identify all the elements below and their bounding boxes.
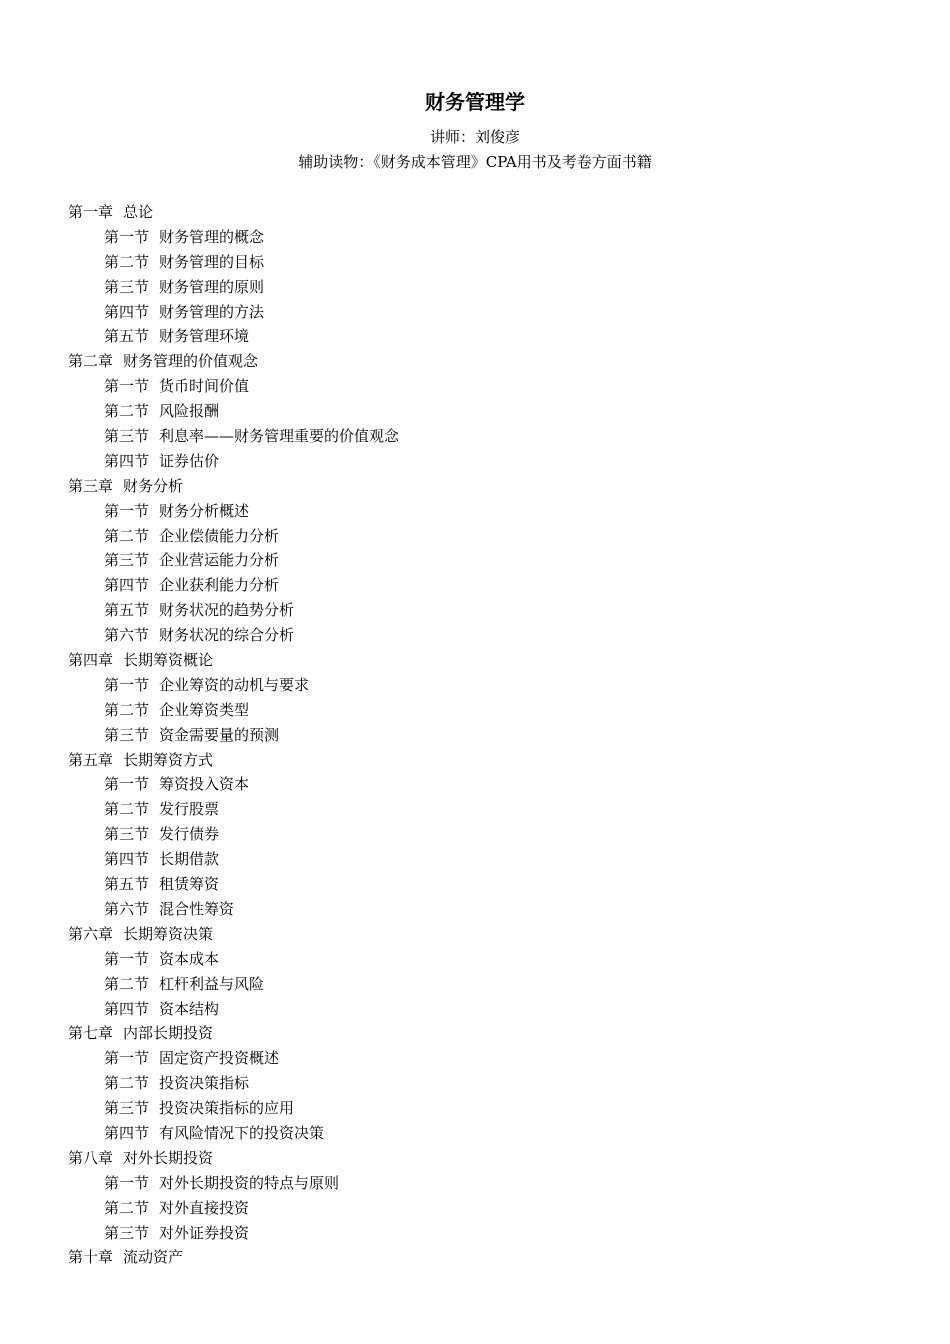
section-title: 资本成本 (159, 949, 220, 968)
section-item (68, 872, 888, 897)
section-title: 对外长期投资的特点与原则 (159, 1173, 340, 1192)
section-title: 固定资产投资概述 (159, 1049, 280, 1068)
chapter-title: 长期筹资决策 (123, 924, 214, 943)
section-item (68, 399, 888, 424)
chapter-title: 长期筹资方式 (123, 750, 214, 769)
section-number: 第四节 (104, 999, 150, 1018)
table-of-contents (68, 200, 888, 1270)
chapter-title: 流动资产 (123, 1248, 184, 1267)
section-number: 第五节 (104, 327, 150, 346)
section-number: 第一节 (104, 227, 150, 246)
section-number: 第二节 (104, 252, 150, 271)
section-item (68, 225, 888, 250)
section-title: 财务管理的概念 (159, 227, 265, 246)
chapter-number: 第二章 (68, 352, 114, 371)
section-item (68, 1071, 888, 1096)
reading-line: 辅助读物：《财务成本管理》CPA用书及考卷方面书籍 (298, 153, 652, 171)
section-title: 杠杆利益与风险 (159, 974, 265, 993)
section-item (68, 374, 888, 399)
section-title: 发行股票 (159, 800, 220, 819)
chapter-number: 第六章 (68, 924, 114, 943)
section-title: 货币时间价值 (159, 377, 250, 396)
section-title: 财务管理的方法 (159, 302, 265, 321)
chapter-heading (68, 748, 888, 773)
section-title: 资金需要量的预测 (159, 725, 280, 744)
section-title: 财务管理的原则 (159, 277, 265, 296)
section-number: 第四节 (104, 1123, 150, 1142)
chapter-title: 财务管理的价值观念 (123, 352, 259, 371)
chapter-heading (68, 1146, 888, 1171)
section-number: 第三节 (104, 1099, 150, 1118)
section-item (68, 972, 888, 997)
chapter-heading (68, 1021, 888, 1046)
section-title: 财务状况的趋势分析 (159, 601, 295, 620)
section-number: 第一节 (104, 675, 150, 694)
section-item (68, 623, 888, 648)
section-item (68, 772, 888, 797)
chapter-heading (68, 922, 888, 947)
chapter-heading (68, 1245, 888, 1270)
section-item (68, 997, 888, 1022)
section-number: 第一节 (104, 377, 150, 396)
section-item (68, 573, 888, 598)
section-item (68, 424, 888, 449)
section-number: 第二节 (104, 1074, 150, 1093)
section-number: 第四节 (104, 576, 150, 595)
section-title: 风险报酬 (159, 402, 220, 421)
section-item (68, 1046, 888, 1071)
section-number: 第三节 (104, 725, 150, 744)
chapter-number: 第三章 (68, 476, 114, 495)
chapter-title: 财务分析 (123, 476, 184, 495)
chapter-number: 第八章 (68, 1148, 114, 1167)
section-number: 第三节 (104, 427, 150, 446)
section-number: 第二节 (104, 800, 150, 819)
section-number: 第二节 (104, 1198, 150, 1217)
section-item (68, 548, 888, 573)
section-title: 对外直接投资 (159, 1198, 250, 1217)
section-number: 第三节 (104, 1223, 150, 1242)
section-number: 第一节 (104, 501, 150, 520)
chapter-title: 总论 (123, 203, 154, 221)
section-title: 企业获利能力分析 (159, 576, 280, 595)
section-number: 第二节 (104, 402, 150, 421)
section-number: 第五节 (104, 601, 150, 620)
section-item (68, 598, 888, 623)
chapter-title: 长期筹资概论 (123, 651, 214, 670)
section-number: 第四节 (104, 850, 150, 869)
section-title: 财务管理的目标 (159, 252, 265, 271)
section-item (68, 723, 888, 748)
lecturer-line: 讲师：刘俊彦 (429, 128, 520, 146)
chapter-number: 第七章 (68, 1024, 114, 1043)
section-title: 投资决策指标 (159, 1074, 250, 1093)
section-item (68, 449, 888, 474)
section-title: 资本结构 (159, 999, 220, 1018)
section-title: 发行债券 (159, 825, 220, 844)
section-item (68, 324, 888, 349)
section-title: 财务分析概述 (159, 501, 250, 520)
section-item (68, 897, 888, 922)
section-item (68, 524, 888, 549)
section-number: 第三节 (104, 551, 150, 570)
section-number: 第六节 (104, 899, 150, 918)
section-number: 第六节 (104, 626, 150, 645)
section-number: 第五节 (104, 875, 150, 894)
document-title: 财务管理学 (425, 90, 525, 114)
chapter-heading (68, 474, 888, 499)
chapter-title: 对外长期投资 (123, 1148, 214, 1167)
section-number: 第一节 (104, 1049, 150, 1068)
section-item (68, 1196, 888, 1221)
chapter-number: 第五章 (68, 750, 114, 769)
chapter-heading (68, 200, 888, 225)
section-title: 财务状况的综合分析 (159, 626, 295, 645)
section-title: 企业偿债能力分析 (159, 526, 280, 545)
section-item (68, 822, 888, 847)
section-item (68, 1221, 888, 1246)
section-number: 第二节 (104, 526, 150, 545)
section-item (68, 250, 888, 275)
section-item (68, 275, 888, 300)
section-item (68, 1096, 888, 1121)
section-item (68, 698, 888, 723)
section-title: 证券估价 (159, 451, 220, 470)
section-title: 混合性筹资 (159, 899, 235, 918)
section-item (68, 1171, 888, 1196)
section-title: 利息率——财务管理重要的价值观念 (159, 427, 400, 446)
section-item (68, 673, 888, 698)
chapter-number: 第四章 (68, 651, 114, 670)
section-number: 第二节 (104, 974, 150, 993)
section-title: 筹资投入资本 (159, 775, 250, 794)
section-title: 有风险情况下的投资决策 (159, 1123, 325, 1142)
section-number: 第三节 (104, 825, 150, 844)
section-title: 财务管理环境 (159, 327, 250, 346)
section-number: 第二节 (104, 700, 150, 719)
section-title: 企业筹资类型 (159, 700, 250, 719)
section-number: 第三节 (104, 277, 150, 296)
chapter-heading (68, 648, 888, 673)
section-title: 租赁筹资 (159, 875, 220, 894)
section-number: 第四节 (104, 302, 150, 321)
section-number: 第一节 (104, 949, 150, 968)
section-title: 对外证券投资 (159, 1223, 250, 1242)
chapter-title: 内部长期投资 (123, 1024, 214, 1043)
section-number: 第一节 (104, 1173, 150, 1192)
section-title: 投资决策指标的应用 (159, 1099, 295, 1118)
chapter-heading (68, 349, 888, 374)
section-number: 第四节 (104, 451, 150, 470)
section-item (68, 1121, 888, 1146)
section-item (68, 847, 888, 872)
chapter-number: 第十章 (68, 1248, 114, 1267)
chapter-number: 第一章 (68, 203, 114, 221)
section-number: 第一节 (104, 775, 150, 794)
section-title: 企业营运能力分析 (159, 551, 280, 570)
section-item (68, 300, 888, 325)
section-title: 企业筹资的动机与要求 (159, 675, 310, 694)
section-item (68, 947, 888, 972)
section-item (68, 797, 888, 822)
section-title: 长期借款 (159, 850, 220, 869)
section-item (68, 499, 888, 524)
